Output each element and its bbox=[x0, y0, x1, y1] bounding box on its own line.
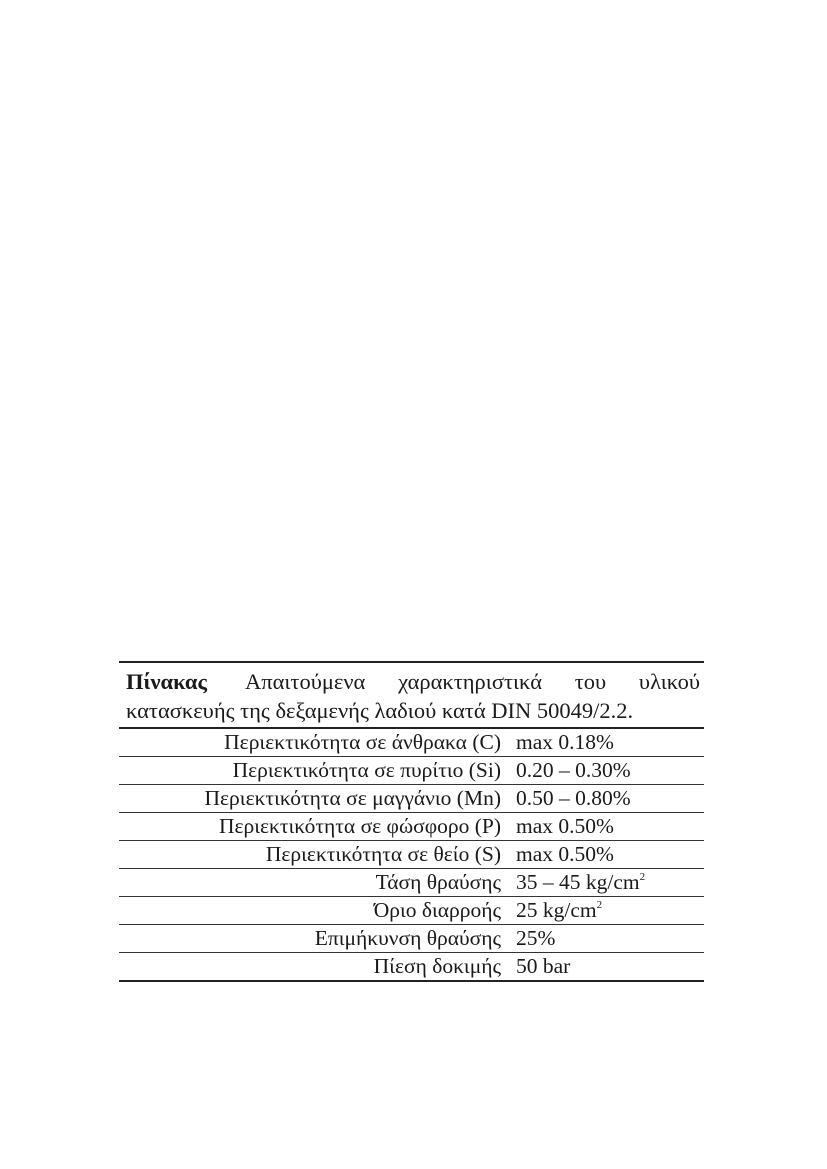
caption-text-1: Απαιτούμενα χαρακτηριστικά του υλικού bbox=[244, 669, 700, 694]
value-cell bbox=[515, 785, 704, 812]
table-row bbox=[119, 897, 704, 925]
table-caption bbox=[119, 663, 704, 729]
value-cell bbox=[515, 925, 704, 952]
value-text: 50 bar bbox=[516, 954, 571, 978]
property-cell: Περιεκτικότητα σε μαγγάνιο (Mn) bbox=[204, 786, 501, 810]
value-cell bbox=[515, 897, 704, 924]
value-cell bbox=[515, 729, 704, 756]
table-row bbox=[119, 757, 704, 785]
value-text: 0.20 – 0.30% bbox=[516, 758, 631, 782]
table-row bbox=[119, 953, 704, 982]
value-cell bbox=[515, 813, 704, 840]
property-cell: Περιεκτικότητα σε άνθρακα (C) bbox=[224, 730, 501, 754]
table-row bbox=[119, 785, 704, 813]
property-cell: Τάση θραύσης bbox=[375, 870, 501, 894]
value-text: 25% bbox=[516, 926, 556, 950]
value-text: max 0.18% bbox=[516, 730, 614, 754]
table-row bbox=[119, 925, 704, 953]
value-superscript: 2 bbox=[639, 871, 646, 883]
value-cell bbox=[515, 869, 704, 896]
caption-line-1 bbox=[126, 667, 700, 696]
table-row bbox=[119, 729, 704, 757]
table-row bbox=[119, 841, 704, 869]
property-cell: Περιεκτικότητα σε θείο (S) bbox=[265, 842, 501, 866]
value-text: max 0.50% bbox=[516, 842, 614, 866]
value-text: 0.50 – 0.80% bbox=[516, 786, 631, 810]
value-text: 35 – 45 kg/cm bbox=[516, 870, 640, 894]
property-cell: Πίεση δοκιμής bbox=[373, 954, 501, 978]
value-text: 25 kg/cm bbox=[516, 898, 597, 922]
value-cell bbox=[515, 953, 704, 980]
material-properties-table bbox=[119, 661, 704, 982]
value-text: max 0.50% bbox=[516, 814, 614, 838]
table-row bbox=[119, 813, 704, 841]
property-cell: Περιεκτικότητα σε φώσφορο (P) bbox=[218, 814, 501, 838]
value-cell bbox=[515, 841, 704, 868]
caption-line-2: κατασκευής της δεξαμενής λαδιού κατά DIN 50049/2.2. bbox=[126, 698, 634, 723]
table-row bbox=[119, 869, 704, 897]
caption-label: Πίνακας bbox=[126, 669, 207, 694]
value-cell bbox=[515, 757, 704, 784]
value-superscript: 2 bbox=[596, 899, 603, 911]
property-cell: Επιμήκυνση θραύσης bbox=[314, 926, 501, 950]
property-cell: Περιεκτικότητα σε πυρίτιο (Si) bbox=[232, 758, 501, 782]
property-cell: Όριο διαρροής bbox=[373, 898, 501, 922]
